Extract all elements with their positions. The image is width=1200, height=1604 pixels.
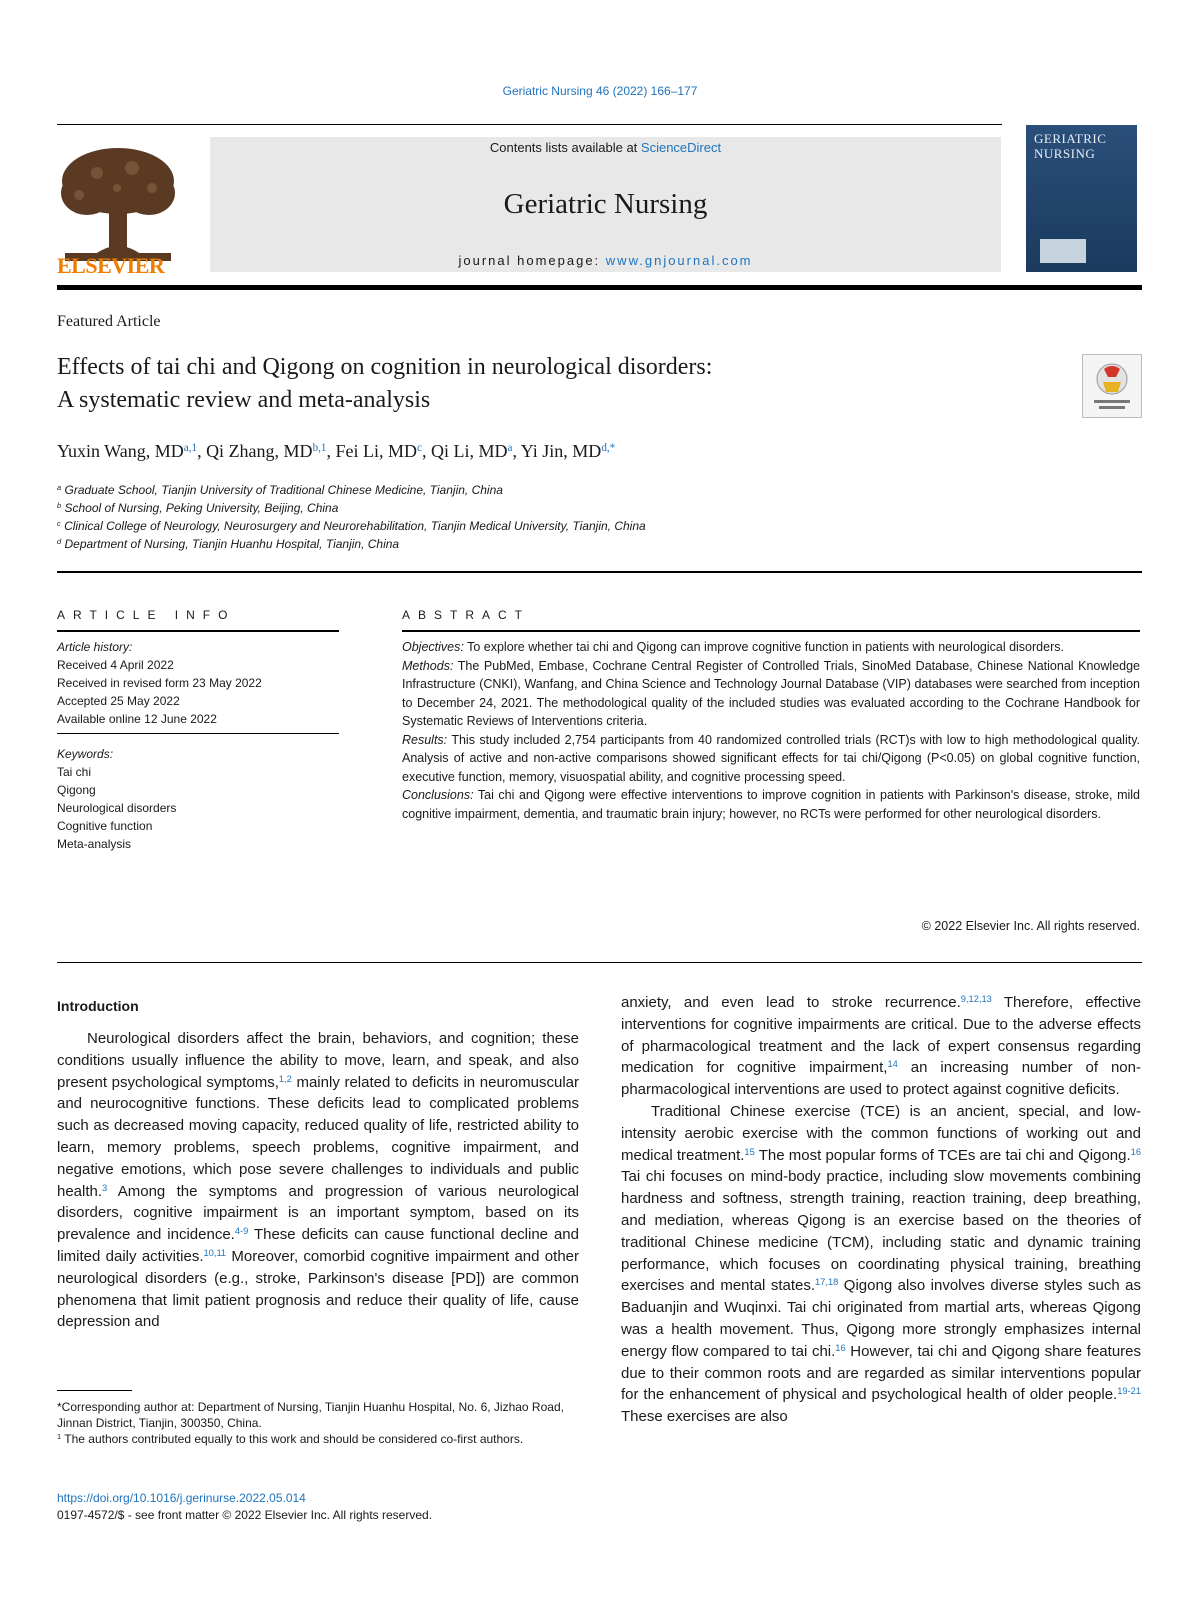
journal-masthead: [210, 137, 1001, 272]
body-top-rule: [57, 962, 1142, 963]
keyword: Tai chi: [57, 765, 92, 779]
keyword: Neurological disorders: [57, 801, 177, 815]
contents-prefix: Contents lists available at: [489, 140, 641, 155]
affiliation-c: $^c$ Clinical College of Neurology, Neurosurgery and Neurorehabilitation, Tianjin Medical University, Tianjin, China: [57, 518, 646, 533]
body-paragraph: Neurological disorders affect the brain, behaviors, and cognition; these conditions usually influence the ability to move, learn, and speak, and also present psychological symptoms,$^{1,2}$ mainly related to deficits in neuromuscular and neurocognitive functions. These deficits lead to complicated problems such as decreased moving capacity, reduced quality of life, restricted ability to learn, memory problems, speech problems, cognitive impairment, and negative emotions, which pose severe challenges to individuals and public health.$^3$ Among the symptoms and progression of various neurological disorders, cognitive impairment is an important symptom, based on its prevalence and incidence.$^{4-9}$ These deficits can cause functional decline and limited daily activities.$^{10,11}$ Moreover, comorbid cognitive impairment and other neurological disorders (e.g., stroke, Parkinson's disease [PD]) are common phenomena that limit patient prognosis and reduce their quality of life, cause depression and: [57, 1030, 579, 1331]
keywords-rule: [57, 733, 339, 734]
author-affiliation-mark[interactable]: a: [507, 441, 513, 454]
affiliation-d: $^d$ Department of Nursing, Tianjin Huanhu Hospital, Tianjin, China: [57, 536, 400, 551]
footnote-rule: [57, 1390, 132, 1391]
abstract-rule: [402, 630, 1140, 632]
doi-link[interactable]: https://doi.org/10.1016/j.gerinurse.2022.05.014: [57, 1491, 306, 1505]
history-online: Available online 12 June 2022: [57, 712, 217, 726]
footnotes: [57, 1399, 579, 1447]
abstract-methods: Methods: The PubMed, Embase, Cochrane Central Register of Controlled Trials, SinoMed Database, Chinese National Knowledge Infrastructure (CNKI), Wanfang, and China Science and Technology Journal Database (VIP) databases were searched from inception to December 24, 2021. The methodological quality of the included studies was evaluated according to the Cochrane Handbook for Systematic Reviews of Interventions criteria.: [402, 658, 1140, 728]
author-name[interactable]: Qi Li, MD: [430, 441, 508, 461]
abstract-copyright: © 2022 Elsevier Inc. All rights reserved.: [921, 919, 1140, 933]
author-affiliation-mark[interactable]: b,1: [312, 441, 327, 454]
author-name[interactable]: Yuxin Wang, MD: [57, 441, 184, 461]
elsevier-tree-logo: [57, 134, 179, 272]
article-type: Featured Article: [57, 313, 161, 330]
abstract-conclusions: Conclusions: Tai chi and Qigong were effective interventions to improve cognition in patients with Parkinson's disease, stroke, mild cognitive impairment, dementia, and traumatic brain injury; however, no RCTs were performed for other neurological disorders.: [402, 788, 1140, 821]
author-affiliation-mark[interactable]: a,1: [183, 441, 198, 454]
abstract-text: [402, 638, 1140, 823]
article-info: [57, 638, 339, 853]
citation-link[interactable]: 4-9: [234, 1226, 249, 1237]
citation-link[interactable]: 14: [887, 1059, 898, 1070]
abstract-objectives: Objectives: To explore whether tai chi and Qigong can improve cognitive function in patients with neurological disorders.: [402, 640, 1064, 654]
history-accepted: Accepted 25 May 2022: [57, 694, 180, 708]
history-label: Article history:: [57, 640, 133, 654]
article-title: [57, 351, 917, 417]
homepage-line: [210, 253, 1001, 268]
author-name[interactable]: Qi Zhang, MD: [206, 441, 313, 461]
body-paragraph: anxiety, and even lead to stroke recurrence.$^{9,12,13}$ Therefore, effective interventions for cognitive impairments are critical. Due to the adverse effects of pharmacological treatment and the lack of expert consensus regarding medication for cognitive impairment,$^{14}$ an increasing number of non-pharmacological interventions are used to protect against cognitive deficits.: [621, 993, 1141, 1099]
citation-link[interactable]: 19-21: [1117, 1386, 1141, 1397]
author-affiliation-mark[interactable]: d,*: [601, 441, 616, 454]
issn-line: 0197-4572/$ - see front matter © 2022 Elsevier Inc. All rights reserved.: [57, 1508, 433, 1522]
history-revised: Received in revised form 23 May 2022: [57, 676, 262, 690]
check-for-updates-badge[interactable]: [1082, 354, 1142, 418]
citation-link[interactable]: 10,11: [203, 1247, 227, 1258]
citation-link[interactable]: 1,2: [278, 1073, 292, 1084]
history-received: Received 4 April 2022: [57, 658, 174, 672]
keyword: Cognitive function: [57, 819, 153, 833]
citation-link[interactable]: 3: [102, 1182, 108, 1193]
author-name[interactable]: Yi Jin, MD: [520, 441, 602, 461]
journal-cover-image[interactable]: [1026, 125, 1137, 272]
journal-reference-link[interactable]: Geriatric Nursing 46 (2022) 166–177: [502, 84, 698, 98]
sciencedirect-link[interactable]: ScienceDirect: [640, 140, 722, 155]
citation-link[interactable]: 15: [744, 1146, 755, 1157]
article-info-rule: [57, 630, 339, 632]
body-paragraph: Traditional Chinese exercise (TCE) is an ancient, special, and low-intensity aerobic exercise with the common functions of working out and medical treatment.$^{15}$ The most popular forms of TCEs are tai chi and Qigong.$^{16}$ Tai chi focuses on mind-body practice, including slow movements combining hardness and softness, strength training, reaction training, deep breathing, and mediation, whereas Qigong is an exercise based on the theories of traditional Chinese medicine (TCM), including static and dynamic training performance, which focuses on coordinating physical training, breathing exercises and mental states.$^{17,18}$ Qigong also involves diverse styles such as Baduanjin and Wuqinxi. Tai chi originated from martial arts, whereas Qigong was a health movement. Thus, Qigong more strongly emphasizes internal energy flow compared to tai chi.$^{16}$ However, tai chi and Qigong share features due to their common roots and are regarded as similar interventions popular for the enhancement of physical and psychological health of older people.$^{19-21}$ These exercises are also: [621, 1102, 1141, 1426]
author-affiliation-mark[interactable]: c: [417, 441, 422, 454]
title-line-2: A systematic review and meta-analysis: [57, 387, 431, 413]
cover-label-box: [1040, 239, 1086, 263]
title-line-1: Effects of tai chi and Qigong on cognition in neurological disorders:: [57, 354, 713, 380]
abstract-heading: ABSTRACT: [402, 608, 531, 622]
citation-link[interactable]: 16: [835, 1342, 846, 1353]
crossmark-icon: [1083, 355, 1141, 417]
citation-link[interactable]: 16: [1130, 1146, 1141, 1157]
citation-link[interactable]: 17,18: [815, 1277, 839, 1288]
affiliation-a: $^a$ Graduate School, Tianjin University of Traditional Chinese Medicine, Tianjin, China: [57, 482, 503, 497]
body-left-column: [57, 1028, 579, 1333]
cover-title: GERIATRIC NURSING: [1034, 131, 1107, 161]
citation-link[interactable]: 9,12,13: [960, 993, 992, 1004]
equal-contribution-note: $^1$ The authors contributed equally to this work and should be considered co-first authors.: [57, 1431, 524, 1446]
header-thick-rule: [57, 285, 1142, 290]
affiliation-b: $^b$ School of Nursing, Peking University, Beijing, China: [57, 500, 339, 515]
introduction-heading: Introduction: [57, 998, 139, 1014]
elsevier-wordmark: ELSEVIER: [57, 253, 165, 278]
keyword: Qigong: [57, 783, 96, 797]
author-name[interactable]: Fei Li, MD: [335, 441, 418, 461]
journal-homepage-link[interactable]: www.gnjournal.com: [605, 253, 753, 268]
keyword: Meta-analysis: [57, 837, 132, 851]
author-list: Yuxin Wang, MD$^{a,1}$, Qi Zhang, MD$^{b,1}$, Fei Li, $MD^c$, Qi Li, $MD^a$, Yi Jin, $MD^{d,*}$: [57, 441, 616, 461]
affiliations-rule: [57, 571, 1142, 573]
homepage-prefix: journal homepage:: [458, 253, 606, 268]
body-right-column: [621, 992, 1141, 1428]
journal-name: Geriatric Nursing: [503, 188, 708, 220]
keywords-label: Keywords:: [57, 747, 114, 761]
contents-line: [210, 140, 1001, 155]
abstract-results: Results: This study included 2,754 participants from 40 randomized controlled trials (RCT)s with low to high methodological quality. Analysis of active and non-active comparisons showed significant effects for tai chi/Qigong (P<0.05) on global cognitive function, executive function, memory, visuospatial ability, and cognitive processing speed.: [402, 732, 1140, 784]
article-info-heading: ARTICLE INFO: [57, 608, 236, 622]
header-top-rule: [57, 124, 1002, 125]
corresponding-author-note: *Corresponding author at: Department of Nursing, Tianjin Huanhu Hospital, No. 6, Jizhao Road, Jinnan District, Tianjin, 300350, China.: [57, 1400, 564, 1430]
